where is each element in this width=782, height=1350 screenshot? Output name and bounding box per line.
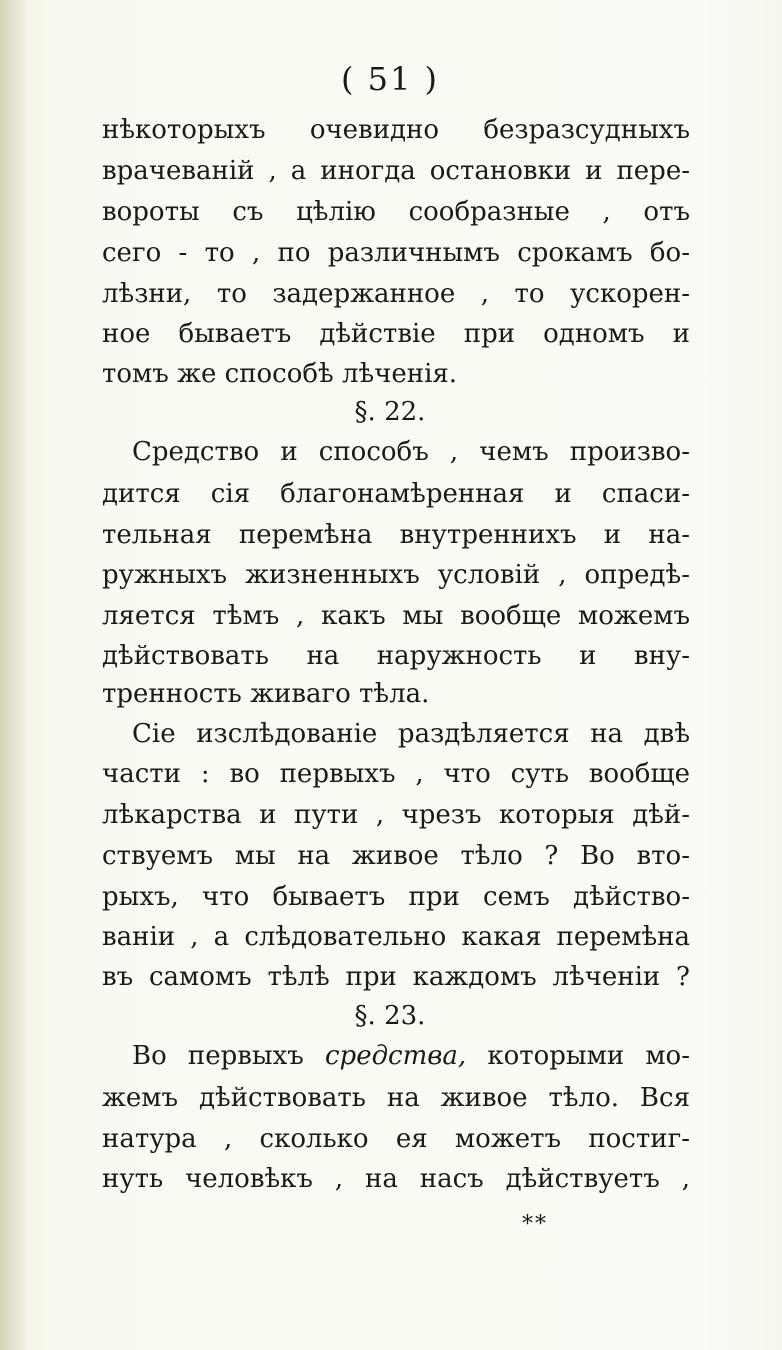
text-line: жемъ дѣйствовать на живое тѣло. Вся (102, 1083, 690, 1113)
text-run: Во первыхъ (132, 1041, 325, 1071)
text-line: томъ же способѣ лѣченiя. (102, 359, 458, 389)
text-line: дѣйствовать на наружность и вну- (102, 641, 690, 671)
text-line: вороты съ цѣлiю сообразные , отъ (102, 197, 690, 227)
section-heading-22: §. 22. (354, 397, 426, 427)
text-line: нуть человѣкъ , на насъ дѣйствуетъ , (102, 1164, 690, 1194)
text-line: натура , сколько ея можетъ постиг- (102, 1124, 690, 1154)
section-heading-23: §. 23. (354, 1001, 426, 1031)
text-line: ствуемъ мы на живое тѣло ? Во вто- (102, 841, 690, 871)
text-line: рыхъ, что бываетъ при семъ дѣйство- (102, 882, 690, 912)
signature-mark: ** (522, 1212, 548, 1237)
page-number: ( 51 ) (340, 60, 440, 98)
text-line: въ самомъ тѣлѣ при каждомъ лѣченiи ? (102, 962, 690, 992)
text-line: лѣзни, то задержанное , то ускорен- (102, 279, 690, 309)
text-line: части : во первыхъ , что суть вообще (102, 759, 690, 789)
text-line (132, 1040, 690, 1072)
text-line: Сiе изслѣдованiе раздѣляется на двѣ (132, 719, 690, 749)
text-line: врачеванiй , а иногда остановки и пере- (102, 156, 690, 186)
text-line: ное бываетъ дѣйствiе при одномъ и (102, 319, 690, 349)
text-line: ружныхъ жизненныхъ условiй , опредѣ- (102, 560, 690, 590)
text-line: тренность живаго тѣла. (102, 679, 430, 709)
text-line: Средство и способъ , чемъ произво- (132, 437, 690, 467)
binding-shadow (0, 0, 28, 1350)
text-line: лѣкарства и пути , чрезъ которыя дѣй- (102, 800, 690, 830)
text-run: которыми мо- (466, 1041, 690, 1071)
text-line: сего - то , по различнымъ срокамъ бо- (102, 238, 690, 268)
text-line: ванiи , а слѣдовательно какая перемѣна (102, 922, 690, 952)
text-line: тельная перемѣна внутреннихъ и на- (102, 520, 690, 550)
text-line: нѣкоторыхъ очевидно безразсудныхъ (102, 115, 690, 145)
text-line: дится сiя благонамѣренная и спаси- (102, 479, 690, 509)
text-line: ляется тѣмъ , какъ мы вообще можемъ (102, 601, 690, 631)
emphasized-word: средства, (324, 1041, 467, 1071)
